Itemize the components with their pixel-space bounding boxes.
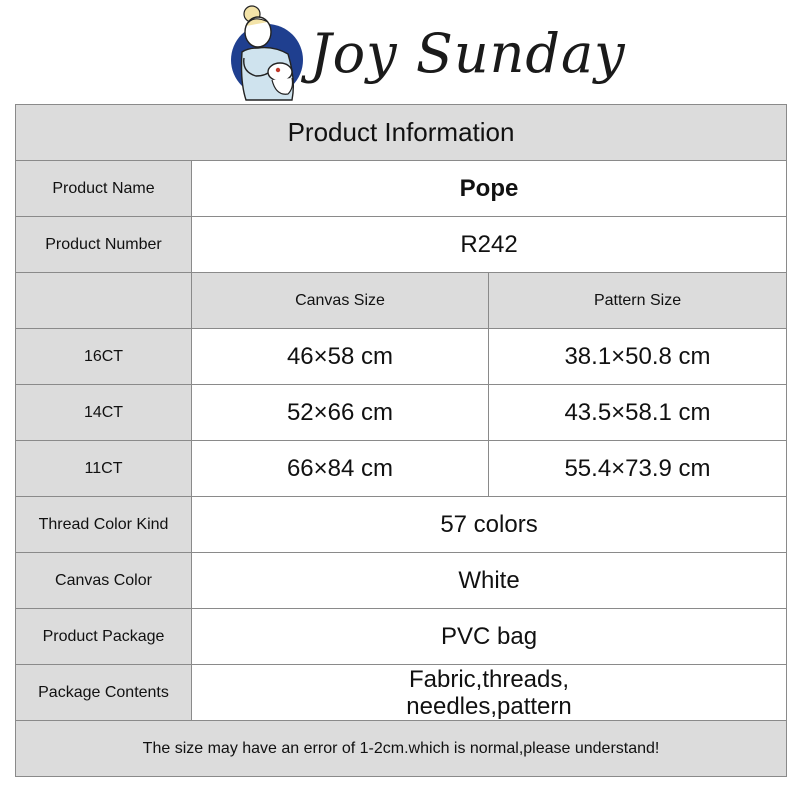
woman-embroidering-icon <box>222 2 312 102</box>
brand-name: Joy Sunday <box>310 22 626 85</box>
size-count-label: 16CT <box>16 329 192 385</box>
pattern-size-value: 55.4×73.9 cm <box>489 441 787 497</box>
size-count-label: 14CT <box>16 385 192 441</box>
canvas-size-value: 66×84 cm <box>192 441 489 497</box>
size-disclaimer: The size may have an error of 1-2cm.which is normal,please understand! <box>16 721 787 777</box>
canvas-size-header: Canvas Size <box>192 273 489 329</box>
package-contents-value <box>192 665 787 721</box>
product-package-value: PVC bag <box>192 609 787 665</box>
product-name-value: Pope <box>192 161 787 217</box>
product-number-value: R242 <box>192 217 787 273</box>
thread-color-value: 57 colors <box>192 497 787 553</box>
pattern-size-value: 38.1×50.8 cm <box>489 329 787 385</box>
thread-color-label: Thread Color Kind <box>16 497 192 553</box>
package-contents-label: Package Contents <box>16 665 192 721</box>
pattern-size-value: 43.5×58.1 cm <box>489 385 787 441</box>
product-info-table <box>15 104 787 777</box>
canvas-color-label: Canvas Color <box>16 553 192 609</box>
size-header-blank <box>16 273 192 329</box>
pattern-size-header: Pattern Size <box>489 273 787 329</box>
brand-logo <box>222 2 626 102</box>
product-name-label: Product Name <box>16 161 192 217</box>
package-contents-line: Fabric,threads, <box>408 665 570 693</box>
product-number-label: Product Number <box>16 217 192 273</box>
product-package-label: Product Package <box>16 609 192 665</box>
table-title: Product Information <box>16 105 787 161</box>
canvas-size-value: 46×58 cm <box>192 329 489 385</box>
package-contents-line: needles,pattern <box>406 692 572 720</box>
size-count-label: 11CT <box>16 441 192 497</box>
canvas-size-value: 52×66 cm <box>192 385 489 441</box>
canvas-color-value: White <box>192 553 787 609</box>
